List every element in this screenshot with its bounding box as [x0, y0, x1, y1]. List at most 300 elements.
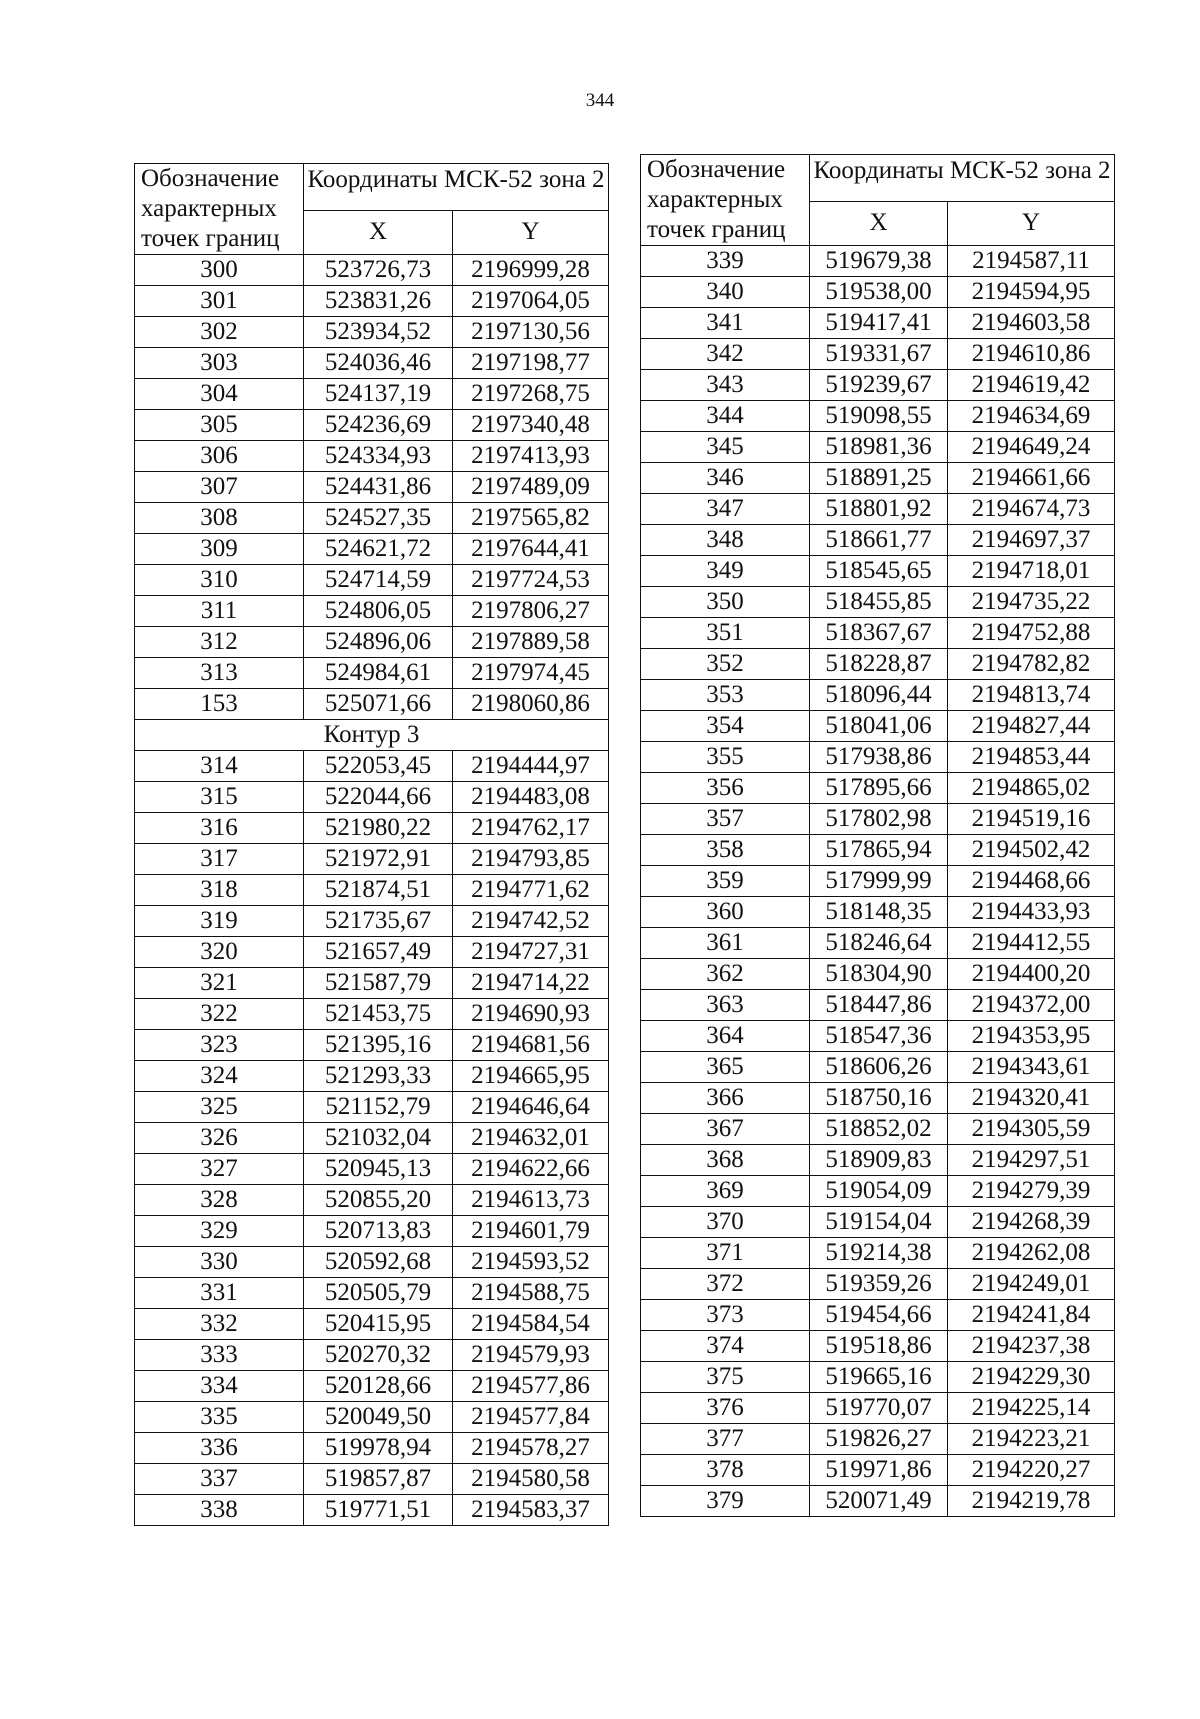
table-row: [641, 525, 1115, 556]
x-cell: 519770,07: [810, 1393, 948, 1424]
y-cell: 2194613,73: [453, 1185, 609, 1216]
x-cell: 518547,36: [810, 1021, 948, 1052]
point-cell: 325: [135, 1092, 304, 1123]
y-cell: 2194279,39: [948, 1176, 1115, 1207]
table-row: [135, 937, 609, 968]
point-cell: 376: [641, 1393, 810, 1424]
point-cell: 315: [135, 782, 304, 813]
y-cell: 2197064,05: [453, 286, 609, 317]
y-cell: 2194649,24: [948, 432, 1115, 463]
table-row: [641, 1331, 1115, 1362]
y-cell: 2197340,48: [453, 410, 609, 441]
point-cell: 301: [135, 286, 304, 317]
x-cell: 524896,06: [304, 627, 453, 658]
table-row: [135, 1464, 609, 1495]
x-cell: 521293,33: [304, 1061, 453, 1092]
x-cell: 518148,35: [810, 897, 948, 928]
x-cell: 519857,87: [304, 1464, 453, 1495]
point-cell: 362: [641, 959, 810, 990]
table-row: [641, 1269, 1115, 1300]
table-row: [135, 1092, 609, 1123]
x-cell: 524137,19: [304, 379, 453, 410]
table-row: [641, 742, 1115, 773]
y-cell: 2194519,16: [948, 804, 1115, 835]
table-row: [641, 680, 1115, 711]
table-row: [135, 1216, 609, 1247]
x-cell: 519154,04: [810, 1207, 948, 1238]
y-cell: 2194583,37: [453, 1495, 609, 1526]
y-cell: 2194793,85: [453, 844, 609, 875]
x-cell: 518447,86: [810, 990, 948, 1021]
coordinates-table-left: [134, 163, 609, 1526]
table-row: [641, 308, 1115, 339]
point-cell: 368: [641, 1145, 810, 1176]
point-cell: 363: [641, 990, 810, 1021]
table-row: [641, 401, 1115, 432]
y-cell: 2194305,59: [948, 1114, 1115, 1145]
table-row: [641, 711, 1115, 742]
y-cell: 2197413,93: [453, 441, 609, 472]
point-cell: 345: [641, 432, 810, 463]
table-row: [135, 968, 609, 999]
table-row: [135, 875, 609, 906]
table-row: [135, 999, 609, 1030]
y-cell: 2194661,66: [948, 463, 1115, 494]
y-cell: 2194594,95: [948, 277, 1115, 308]
table-row: [641, 618, 1115, 649]
x-cell: 521980,22: [304, 813, 453, 844]
point-cell: 311: [135, 596, 304, 627]
x-cell: 523934,52: [304, 317, 453, 348]
x-cell: 524431,86: [304, 472, 453, 503]
y-cell: 2194237,38: [948, 1331, 1115, 1362]
y-cell: 2194225,14: [948, 1393, 1115, 1424]
point-cell: 350: [641, 587, 810, 618]
x-cell: 523726,73: [304, 255, 453, 286]
section-row: [135, 720, 609, 751]
x-cell: 519054,09: [810, 1176, 948, 1207]
table-row: [135, 906, 609, 937]
x-cell: 520505,79: [304, 1278, 453, 1309]
x-cell: 524236,69: [304, 410, 453, 441]
y-cell: 2194468,66: [948, 866, 1115, 897]
point-cell: 369: [641, 1176, 810, 1207]
table-row: [135, 1247, 609, 1278]
table-row: [641, 1455, 1115, 1486]
x-cell: 520415,95: [304, 1309, 453, 1340]
point-cell: 358: [641, 835, 810, 866]
x-cell: 521032,04: [304, 1123, 453, 1154]
point-cell: 359: [641, 866, 810, 897]
y-cell: 2194444,97: [453, 751, 609, 782]
y-cell: 2194433,93: [948, 897, 1115, 928]
y-cell: 2197806,27: [453, 596, 609, 627]
y-cell: 2197889,58: [453, 627, 609, 658]
point-cell: 353: [641, 680, 810, 711]
point-cell: 370: [641, 1207, 810, 1238]
point-cell: 356: [641, 773, 810, 804]
point-cell: 351: [641, 618, 810, 649]
point-cell: 348: [641, 525, 810, 556]
point-cell: 323: [135, 1030, 304, 1061]
table-row: [135, 689, 609, 720]
x-cell: 521453,75: [304, 999, 453, 1030]
point-cell: 334: [135, 1371, 304, 1402]
table-row: [135, 1340, 609, 1371]
y-cell: 2194219,78: [948, 1486, 1115, 1517]
table-row: [135, 410, 609, 441]
point-cell: 378: [641, 1455, 810, 1486]
y-cell: 2194827,44: [948, 711, 1115, 742]
point-cell: 320: [135, 937, 304, 968]
point-cell: 352: [641, 649, 810, 680]
point-cell: 317: [135, 844, 304, 875]
y-cell: 2194674,73: [948, 494, 1115, 525]
table-row: [641, 1083, 1115, 1114]
x-cell: 524984,61: [304, 658, 453, 689]
y-cell: 2194619,42: [948, 370, 1115, 401]
point-cell: 300: [135, 255, 304, 286]
point-cell: 302: [135, 317, 304, 348]
point-cell: 310: [135, 565, 304, 596]
x-cell: 520855,20: [304, 1185, 453, 1216]
point-cell: 364: [641, 1021, 810, 1052]
table-row: [135, 534, 609, 565]
x-cell: 519826,27: [810, 1424, 948, 1455]
y-cell: 2194229,30: [948, 1362, 1115, 1393]
point-cell: 313: [135, 658, 304, 689]
x-cell: 522044,66: [304, 782, 453, 813]
y-cell: 2194241,84: [948, 1300, 1115, 1331]
point-cell: 367: [641, 1114, 810, 1145]
point-cell: 354: [641, 711, 810, 742]
table-row: [641, 432, 1115, 463]
x-cell: 524714,59: [304, 565, 453, 596]
y-cell: 2194353,95: [948, 1021, 1115, 1052]
point-cell: 339: [641, 246, 810, 277]
x-cell: 518304,90: [810, 959, 948, 990]
y-cell: 2194610,86: [948, 339, 1115, 370]
y-cell: 2194601,79: [453, 1216, 609, 1247]
x-cell: 519771,51: [304, 1495, 453, 1526]
table-row: [135, 317, 609, 348]
point-cell: 308: [135, 503, 304, 534]
point-cell: 329: [135, 1216, 304, 1247]
point-cell: 312: [135, 627, 304, 658]
y-cell: 2194412,55: [948, 928, 1115, 959]
table-row: [641, 587, 1115, 618]
point-cell: 371: [641, 1238, 810, 1269]
y-cell: 2194483,08: [453, 782, 609, 813]
x-cell: 519214,38: [810, 1238, 948, 1269]
table-row: [641, 959, 1115, 990]
x-cell: 520945,13: [304, 1154, 453, 1185]
page-number: 344: [585, 90, 615, 111]
y-cell: 2194579,93: [453, 1340, 609, 1371]
table-row: [641, 1021, 1115, 1052]
table-row: [135, 1185, 609, 1216]
x-cell: 519971,86: [810, 1455, 948, 1486]
y-cell: 2194762,17: [453, 813, 609, 844]
coordinates-table-right: [640, 154, 1115, 1517]
x-cell: 518041,06: [810, 711, 948, 742]
y-cell: 2194718,01: [948, 556, 1115, 587]
table-row: [641, 1362, 1115, 1393]
point-cell: 309: [135, 534, 304, 565]
y-cell: 2194752,88: [948, 618, 1115, 649]
y-cell: 2197268,75: [453, 379, 609, 410]
point-cell: 303: [135, 348, 304, 379]
x-cell: 521735,67: [304, 906, 453, 937]
table-row: [641, 494, 1115, 525]
y-cell: 2194665,95: [453, 1061, 609, 1092]
point-cell: 344: [641, 401, 810, 432]
x-cell: 517895,66: [810, 773, 948, 804]
table-row: [135, 379, 609, 410]
table-row: [641, 1176, 1115, 1207]
table-row: [135, 782, 609, 813]
y-cell: 2194220,27: [948, 1455, 1115, 1486]
point-cell: 327: [135, 1154, 304, 1185]
table-row: [641, 1207, 1115, 1238]
x-cell: 523831,26: [304, 286, 453, 317]
x-cell: 519331,67: [810, 339, 948, 370]
point-cell: 326: [135, 1123, 304, 1154]
point-cell: 341: [641, 308, 810, 339]
x-cell: 517802,98: [810, 804, 948, 835]
y-header: Y: [453, 210, 609, 254]
coordinates-header: Координаты МСК-52 зона 2: [304, 164, 609, 211]
table-row: [135, 751, 609, 782]
point-cell: 324: [135, 1061, 304, 1092]
point-cell: 333: [135, 1340, 304, 1371]
x-cell: 519538,00: [810, 277, 948, 308]
x-cell: 521587,79: [304, 968, 453, 999]
x-cell: 520270,32: [304, 1340, 453, 1371]
y-cell: 2197489,09: [453, 472, 609, 503]
y-cell: 2194320,41: [948, 1083, 1115, 1114]
point-cell: 375: [641, 1362, 810, 1393]
x-cell: 518909,83: [810, 1145, 948, 1176]
point-cell: 319: [135, 906, 304, 937]
x-cell: 518661,77: [810, 525, 948, 556]
table-row: [135, 1495, 609, 1526]
point-cell: 374: [641, 1331, 810, 1362]
x-cell: 519978,94: [304, 1433, 453, 1464]
y-cell: 2194577,86: [453, 1371, 609, 1402]
table-row: [641, 928, 1115, 959]
y-cell: 2194262,08: [948, 1238, 1115, 1269]
x-cell: 519518,86: [810, 1331, 948, 1362]
y-cell: 2194622,66: [453, 1154, 609, 1185]
point-cell: 304: [135, 379, 304, 410]
x-cell: 521972,91: [304, 844, 453, 875]
y-cell: 2194771,62: [453, 875, 609, 906]
table-row: [641, 556, 1115, 587]
table-row: [135, 1278, 609, 1309]
table-row: [641, 835, 1115, 866]
y-header: Y: [948, 201, 1115, 245]
x-cell: 517938,86: [810, 742, 948, 773]
y-cell: 2194297,51: [948, 1145, 1115, 1176]
x-cell: 524806,05: [304, 596, 453, 627]
table-row: [135, 1371, 609, 1402]
y-cell: 2194697,37: [948, 525, 1115, 556]
point-cell: 338: [135, 1495, 304, 1526]
table-row: [135, 813, 609, 844]
table-row: [135, 286, 609, 317]
table-row: [135, 844, 609, 875]
x-cell: 521657,49: [304, 937, 453, 968]
x-cell: 518891,25: [810, 463, 948, 494]
y-cell: 2194646,64: [453, 1092, 609, 1123]
y-cell: 2194372,00: [948, 990, 1115, 1021]
table-row: [641, 1238, 1115, 1269]
coordinates-header: Координаты МСК-52 зона 2: [810, 155, 1115, 202]
table-row: [135, 1123, 609, 1154]
y-cell: 2194580,58: [453, 1464, 609, 1495]
point-cell: 321: [135, 968, 304, 999]
point-cell: 316: [135, 813, 304, 844]
y-cell: 2194223,21: [948, 1424, 1115, 1455]
x-cell: 518096,44: [810, 680, 948, 711]
x-cell: 519239,67: [810, 370, 948, 401]
y-cell: 2194400,20: [948, 959, 1115, 990]
x-cell: 518455,85: [810, 587, 948, 618]
x-header: X: [810, 201, 948, 245]
table-row: [641, 897, 1115, 928]
point-cell: 306: [135, 441, 304, 472]
x-cell: 518228,87: [810, 649, 948, 680]
point-cell: 337: [135, 1464, 304, 1495]
table-row: [641, 773, 1115, 804]
point-cell: 340: [641, 277, 810, 308]
point-cell: 307: [135, 472, 304, 503]
table-row: [135, 503, 609, 534]
y-cell: 2196999,28: [453, 255, 609, 286]
point-cell: 328: [135, 1185, 304, 1216]
point-cell: 361: [641, 928, 810, 959]
table-row: [641, 1145, 1115, 1176]
y-cell: 2194593,52: [453, 1247, 609, 1278]
x-cell: 518367,67: [810, 618, 948, 649]
y-cell: 2197130,56: [453, 317, 609, 348]
x-cell: 522053,45: [304, 751, 453, 782]
designation-header: Обозначение характерных точек границ: [641, 155, 810, 246]
table-row: [641, 1393, 1115, 1424]
point-cell: 322: [135, 999, 304, 1030]
x-cell: 519098,55: [810, 401, 948, 432]
x-cell: 518852,02: [810, 1114, 948, 1145]
y-cell: 2194268,39: [948, 1207, 1115, 1238]
table-row: [135, 441, 609, 472]
y-cell: 2197565,82: [453, 503, 609, 534]
x-cell: 518246,64: [810, 928, 948, 959]
y-cell: 2194813,74: [948, 680, 1115, 711]
point-cell: 336: [135, 1433, 304, 1464]
table-row: [135, 1402, 609, 1433]
y-cell: 2194735,22: [948, 587, 1115, 618]
table-row: [641, 990, 1115, 1021]
table-row: [135, 565, 609, 596]
point-cell: 318: [135, 875, 304, 906]
table-row: [641, 1114, 1115, 1145]
y-cell: 2194865,02: [948, 773, 1115, 804]
table-row: [641, 866, 1115, 897]
table-row: [641, 463, 1115, 494]
x-cell: 520713,83: [304, 1216, 453, 1247]
y-cell: 2194588,75: [453, 1278, 609, 1309]
x-cell: 517865,94: [810, 835, 948, 866]
x-cell: 520049,50: [304, 1402, 453, 1433]
point-cell: 347: [641, 494, 810, 525]
x-cell: 518801,92: [810, 494, 948, 525]
x-cell: 519359,26: [810, 1269, 948, 1300]
point-cell: 377: [641, 1424, 810, 1455]
x-cell: 524527,35: [304, 503, 453, 534]
x-cell: 524036,46: [304, 348, 453, 379]
table-row: [641, 246, 1115, 277]
x-cell: 524621,72: [304, 534, 453, 565]
y-cell: 2194249,01: [948, 1269, 1115, 1300]
table-row: [641, 370, 1115, 401]
point-cell: 365: [641, 1052, 810, 1083]
y-cell: 2194587,11: [948, 246, 1115, 277]
point-cell: 373: [641, 1300, 810, 1331]
table-row: [641, 1486, 1115, 1517]
table-row: [135, 255, 609, 286]
y-cell: 2194714,22: [453, 968, 609, 999]
x-cell: 518981,36: [810, 432, 948, 463]
x-cell: 525071,66: [304, 689, 453, 720]
x-cell: 524334,93: [304, 441, 453, 472]
table-row: [135, 1433, 609, 1464]
table-row: [135, 1030, 609, 1061]
y-cell: 2194681,56: [453, 1030, 609, 1061]
y-cell: 2198060,86: [453, 689, 609, 720]
y-cell: 2194690,93: [453, 999, 609, 1030]
point-cell: 355: [641, 742, 810, 773]
point-cell: 343: [641, 370, 810, 401]
point-cell: 349: [641, 556, 810, 587]
point-cell: 331: [135, 1278, 304, 1309]
table-row: [135, 348, 609, 379]
point-cell: 314: [135, 751, 304, 782]
x-cell: 519417,41: [810, 308, 948, 339]
table-row: [641, 339, 1115, 370]
y-cell: 2194742,52: [453, 906, 609, 937]
y-cell: 2197724,53: [453, 565, 609, 596]
table-row: [135, 1061, 609, 1092]
point-cell: 342: [641, 339, 810, 370]
x-cell: 521874,51: [304, 875, 453, 906]
y-cell: 2197644,41: [453, 534, 609, 565]
x-cell: 521395,16: [304, 1030, 453, 1061]
x-cell: 518606,26: [810, 1052, 948, 1083]
y-cell: 2194502,42: [948, 835, 1115, 866]
point-cell: 330: [135, 1247, 304, 1278]
table-row: [641, 277, 1115, 308]
point-cell: 379: [641, 1486, 810, 1517]
table-row: [135, 627, 609, 658]
table-row: [641, 1300, 1115, 1331]
point-cell: 335: [135, 1402, 304, 1433]
y-cell: 2194343,61: [948, 1052, 1115, 1083]
y-cell: 2197198,77: [453, 348, 609, 379]
y-cell: 2194584,54: [453, 1309, 609, 1340]
table-row: [641, 1052, 1115, 1083]
x-cell: 520071,49: [810, 1486, 948, 1517]
